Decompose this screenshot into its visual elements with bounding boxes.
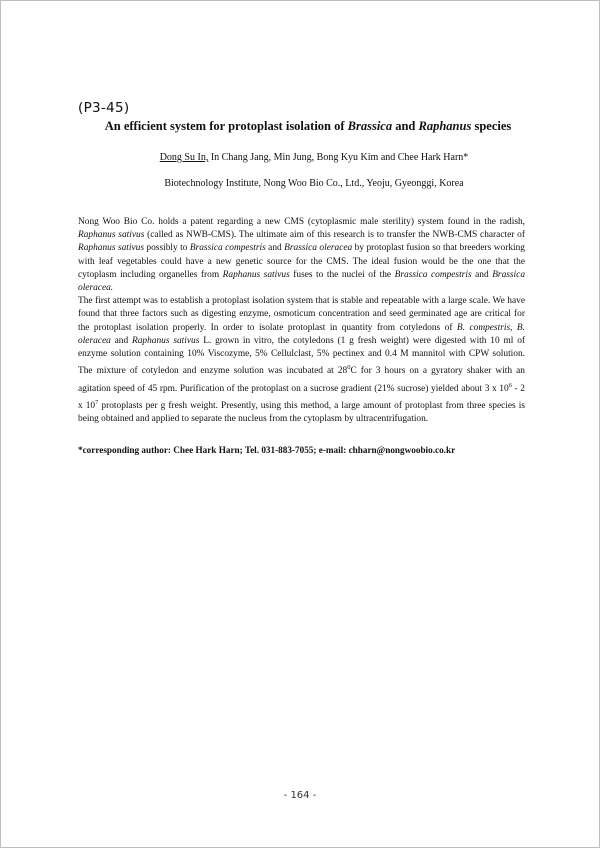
species: Brassica oleracea xyxy=(284,243,353,254)
abstract-body xyxy=(78,216,525,426)
page-number: - 164 - xyxy=(283,790,317,801)
superscript-exponent: 7 xyxy=(95,398,99,406)
text: and xyxy=(110,335,132,346)
paper-title xyxy=(1,119,599,134)
text: The first attempt was to establish a protoplast isolation system that is stable and repeatable with a large scale. We have found that three factors such as digesting enzyme, osmoticum concentration and seed germinated age are critical for the protoplast isolation properly. In order to isolate protoplast in quantity from cotyledons of xyxy=(78,296,525,333)
title-text: An efficient system for protoplast isolation of xyxy=(104,119,348,133)
text: and xyxy=(265,243,285,254)
text: fuses to the nuclei of the xyxy=(289,269,395,280)
species: Brassica compestris xyxy=(189,243,266,254)
co-authors: In Chang Jang, Min Jung, Bong Kyu Kim and Chee Hark Harn* xyxy=(208,152,469,163)
presenting-author: Dong Su In, xyxy=(159,152,209,163)
title-genus-brassica: Brassica xyxy=(347,119,393,133)
species: B. oleracea xyxy=(78,322,525,346)
text: by protoplast fusion so that breeders working with leaf vegetables could have a new genetic source for the CMS. The ideal fusion would be the one that the cytoplasm including organelles from xyxy=(78,243,525,280)
species: Raphanus sativus xyxy=(132,335,200,346)
title-text: and xyxy=(392,119,419,133)
species: Raphanus sativus xyxy=(78,243,144,254)
text: (called as NWB-CMS). The ultimate aim of this research is to transfer the NWB-CMS character of xyxy=(144,230,525,241)
text: , xyxy=(510,322,517,333)
species: Brassica oleracea. xyxy=(78,269,526,294)
species: Raphanus sativus xyxy=(222,269,290,280)
title-genus-raphanus: Raphanus xyxy=(418,119,472,133)
species: Brassica compestris xyxy=(394,269,472,280)
paragraph-1 xyxy=(78,216,525,295)
corresponding-author: *corresponding author: Chee Hark Harn; Tel. 031-883-7055; e-mail: chharn@nongwoobio.co.kr xyxy=(78,445,456,455)
title-text: species xyxy=(471,119,512,133)
text: protoplasts per g fresh weight. Presently, using this method, a large amount of protoplast from three species is being obtained and applied to separate the nucleus from the cytoplasm by ultracentrifugation. xyxy=(78,401,525,425)
text: - 2 x 10 xyxy=(78,383,525,412)
text: L. grown in vitro, the cotyledons (1 g fresh weight) were digested with 10 ml of enzyme solution containing 10% Viscozyme, 5% Cellulclast, 5% pectinex and 0.4 M mannitol with CPW solution. The mixture of cotyledon and enzyme solution was incubated at 28 xyxy=(78,335,525,377)
species: B. compestris xyxy=(456,322,511,333)
text: and xyxy=(471,269,493,280)
text: possibly to xyxy=(143,243,190,254)
text: C for 3 hours on a gyratory shaker with an agitation speed of 45 rpm. Purification of the protoplast on a sucrose gradient (21% sucrose) yielded about 3 x 10 xyxy=(78,366,525,394)
affiliation: Biotechnology Institute, Nong Woo Bio Co., Ltd., Yeoju, Gyeonggi, Korea xyxy=(164,178,464,189)
species: Raphanus sativus xyxy=(78,230,145,241)
superscript-exponent: 6 xyxy=(508,381,512,389)
text: Nong Woo Bio Co. holds a patent regarding a new CMS (cytoplasmic male sterility) system found in the radish, xyxy=(78,217,525,227)
superscript-degree: 0 xyxy=(347,364,351,372)
paragraph-2 xyxy=(78,295,525,426)
abstract-code: (P3-45) xyxy=(78,100,130,116)
author-list xyxy=(1,152,599,163)
